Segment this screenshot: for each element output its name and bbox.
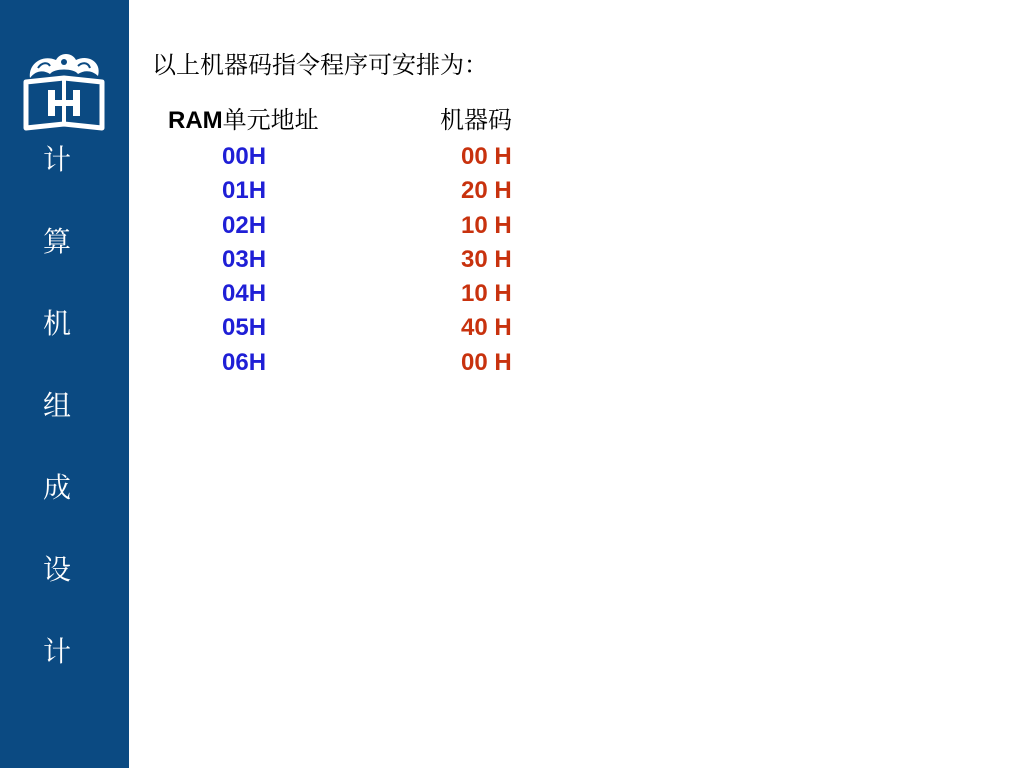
title-char: 机 xyxy=(42,307,71,340)
title-char: 算 xyxy=(42,225,71,258)
address-column-header xyxy=(168,103,319,138)
machine-code-cell: 00 H xyxy=(461,143,512,170)
machine-code-cell: 30 H xyxy=(461,245,512,273)
address-cell: 03H xyxy=(222,245,267,273)
address-header-prefix: RAM xyxy=(168,107,223,134)
address-cell: 06H xyxy=(222,348,267,376)
title-char: 成 xyxy=(42,471,71,504)
sidebar xyxy=(0,0,129,768)
title-char: 组 xyxy=(42,389,71,422)
address-cell: 05H xyxy=(222,314,267,342)
title-char: 设 xyxy=(42,553,71,586)
university-emblem-icon xyxy=(20,48,108,132)
vertical-course-title xyxy=(0,136,114,710)
code-column-header: 机器码 xyxy=(440,106,512,134)
address-cell: 04H xyxy=(222,280,267,308)
address-header-suffix: 单元地址 xyxy=(222,106,319,134)
address-cell: 02H xyxy=(222,211,267,239)
title-char: 计 xyxy=(42,143,71,176)
slide-heading: 以上机器码指令程序可安排为： xyxy=(152,51,488,79)
machine-code-cell: 20 H xyxy=(461,177,512,205)
machine-code-cell: 00 H xyxy=(461,348,512,376)
title-char: 计 xyxy=(42,635,71,668)
machine-code-cell: 10 H xyxy=(461,280,512,308)
machine-code-cell: 10 H xyxy=(461,211,512,239)
address-cell: 01H xyxy=(222,177,267,205)
address-cell: 00H xyxy=(222,143,267,170)
machine-code-cell: 40 H xyxy=(461,314,512,342)
